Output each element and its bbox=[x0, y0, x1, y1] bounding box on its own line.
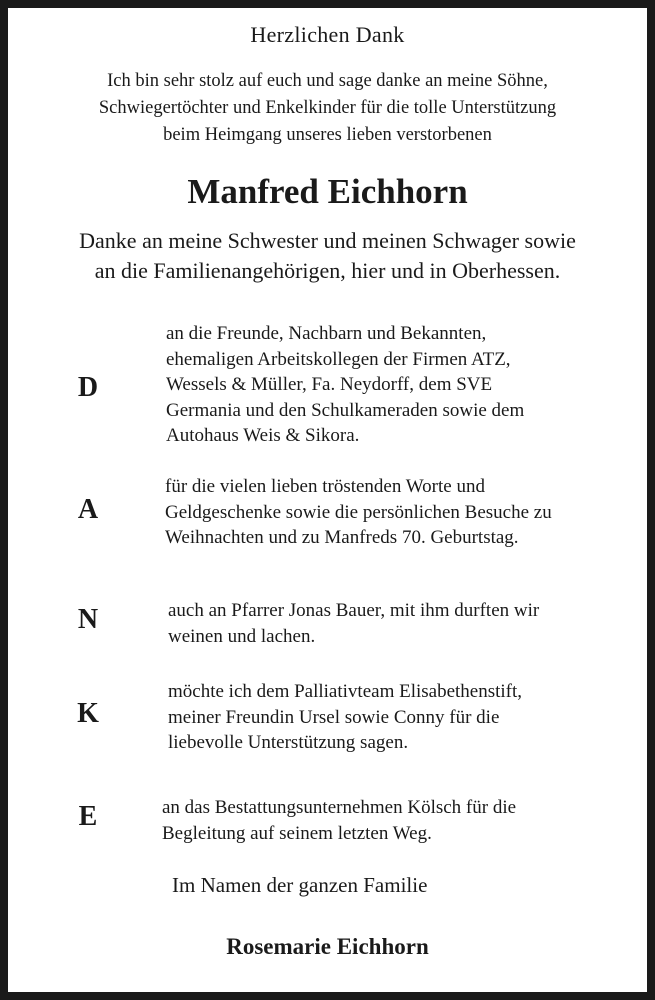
danke-paragraph-e bbox=[162, 795, 622, 846]
paragraph-line: auch an Pfarrer Jonas Bauer, mit ihm durften wir bbox=[168, 600, 540, 621]
signature: Rosemarie Eichhorn bbox=[226, 934, 429, 959]
deceased-name: Manfred Eichhorn bbox=[187, 172, 468, 211]
danke-letter-a: A bbox=[77, 494, 99, 525]
thanks-line: an die Familienangehörigen, hier und in Oberhessen. bbox=[94, 258, 561, 283]
paragraph-line: Begleitung auf seinem letzten Weg. bbox=[162, 822, 432, 844]
heading: Herzlichen Dank bbox=[250, 22, 405, 47]
closing-line: Im Namen der ganzen Familie bbox=[172, 873, 428, 897]
thanks-line: Danke an meine Schwester und meinen Schwager sowie bbox=[79, 228, 576, 253]
danke-letter-k: K bbox=[77, 698, 99, 729]
danke-paragraph-n bbox=[168, 598, 628, 649]
danke-letter-e: E bbox=[78, 801, 98, 832]
intro-line: beim Heimgang unseres lieben verstorbenen bbox=[163, 125, 492, 145]
danke-paragraph-d bbox=[166, 321, 626, 449]
paragraph-line: für die vielen lieben tröstenden Worte und bbox=[165, 476, 485, 497]
paragraph-line: liebevolle Unterstützung sagen. bbox=[168, 732, 409, 753]
paragraph-line: Weihnachten und zu Manfreds 70. Geburtstag. bbox=[165, 527, 519, 548]
intro-line: Schwiegertöchter und Enkelkinder für die tolle Unterstützung bbox=[98, 98, 557, 118]
danke-paragraph-a bbox=[165, 474, 625, 551]
paragraph-line: weinen und lachen. bbox=[168, 625, 316, 647]
paragraph-line: Germania und den Schulkameraden sowie dem bbox=[166, 399, 525, 421]
paragraph-line: Geldgeschenke sowie die persönlichen Besuche zu bbox=[165, 501, 552, 523]
paragraph-line: möchte ich dem Palliativteam Elisabethenstift, bbox=[168, 681, 523, 702]
paragraph-line: meiner Freundin Ursel sowie Conny für die bbox=[168, 706, 500, 728]
intro-text bbox=[8, 68, 647, 149]
paragraph-line: Wessels & Müller, Fa. Neydorff, dem SVE bbox=[166, 374, 493, 395]
danke-paragraph-k bbox=[168, 679, 628, 756]
paragraph-line: ehemaligen Arbeitskollegen der Firmen ATZ, bbox=[166, 348, 511, 370]
paragraph-line: Autohaus Weis & Sikora. bbox=[166, 425, 360, 446]
intro-line: Ich bin sehr stolz auf euch und sage danke an meine Söhne, bbox=[107, 71, 548, 91]
paragraph-line: an die Freunde, Nachbarn und Bekannten, bbox=[166, 323, 487, 344]
family-thanks bbox=[8, 226, 647, 286]
danke-letter-d: D bbox=[77, 372, 99, 403]
danke-letter-n: N bbox=[77, 604, 99, 635]
paragraph-line: an das Bestattungsunternehmen Kölsch für die bbox=[162, 797, 517, 818]
